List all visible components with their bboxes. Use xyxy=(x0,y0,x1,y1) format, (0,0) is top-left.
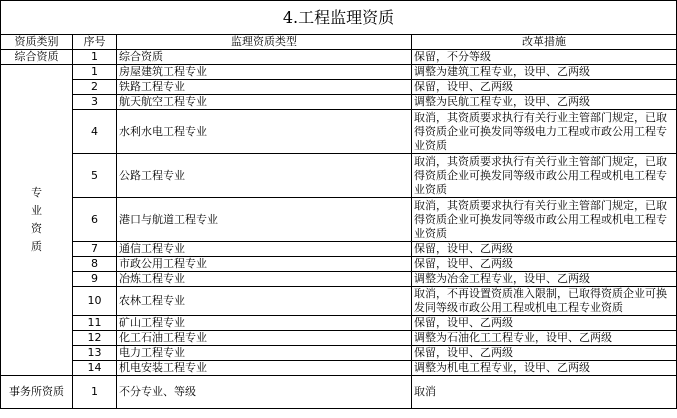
number-cell: 1 xyxy=(73,65,117,80)
number-cell: 14 xyxy=(73,361,117,376)
category-cell-special xyxy=(1,65,73,376)
number-cell: 8 xyxy=(73,257,117,272)
measure-cell: 保留，设甲、乙两级 xyxy=(412,80,677,95)
measure-cell: 调整为建筑工程专业，设甲、乙两级 xyxy=(412,65,677,80)
type-cell: 港口与航道工程专业 xyxy=(117,198,412,242)
measure-cell: 保留，设甲、乙两级 xyxy=(412,316,677,331)
table-row xyxy=(1,95,677,110)
number-cell: 7 xyxy=(73,242,117,257)
table-row xyxy=(1,361,677,376)
number-cell: 6 xyxy=(73,198,117,242)
number-cell: 9 xyxy=(73,272,117,287)
type-cell: 航天航空工程专业 xyxy=(117,95,412,110)
type-cell: 矿山工程专业 xyxy=(117,316,412,331)
table-row xyxy=(1,198,677,242)
measure-cell: 取消，其资质要求执行有关行业主管部门规定，已取得资质企业可换发同等级电力工程或市政公用工程专业资质 xyxy=(412,110,677,154)
table-row xyxy=(1,346,677,361)
type-cell: 水利水电工程专业 xyxy=(117,110,412,154)
category-char: 业 xyxy=(31,204,42,217)
number-cell: 13 xyxy=(73,346,117,361)
number-cell: 11 xyxy=(73,316,117,331)
number-cell: 12 xyxy=(73,331,117,346)
category-char: 专 xyxy=(31,186,42,199)
table-row xyxy=(1,376,677,409)
number-cell: 1 xyxy=(73,50,117,65)
type-cell: 通信工程专业 xyxy=(117,242,412,257)
measure-cell: 取消，不再设置资质准入限制，已取得资质企业可换发同等级市政公用工程或机电工程专业资质 xyxy=(412,287,677,316)
type-cell: 冶炼工程专业 xyxy=(117,272,412,287)
table-row xyxy=(1,65,677,80)
number-cell: 10 xyxy=(73,287,117,316)
number-cell: 4 xyxy=(73,110,117,154)
type-cell: 不分专业、等级 xyxy=(117,376,412,409)
header-type: 监理资质类型 xyxy=(117,35,412,50)
type-cell: 电力工程专业 xyxy=(117,346,412,361)
measure-cell: 调整为冶金工程专业，设甲、乙两级 xyxy=(412,272,677,287)
table-row xyxy=(1,272,677,287)
type-cell: 化工石油工程专业 xyxy=(117,331,412,346)
table-row xyxy=(1,110,677,154)
table-row xyxy=(1,154,677,198)
table-title: 4.工程监理资质 xyxy=(1,1,677,35)
category-cell: 事务所资质 xyxy=(1,376,73,409)
number-cell: 2 xyxy=(73,80,117,95)
type-cell: 铁路工程专业 xyxy=(117,80,412,95)
header-measure: 改革措施 xyxy=(412,35,677,50)
table-row xyxy=(1,242,677,257)
measure-cell: 取消 xyxy=(412,376,677,409)
number-cell: 3 xyxy=(73,95,117,110)
number-cell: 1 xyxy=(73,376,117,409)
measure-cell: 取消，其资质要求执行有关行业主管部门规定，已取得资质企业可换发同等级市政公用工程或机电工程专业资质 xyxy=(412,198,677,242)
measure-cell: 取消，其资质要求执行有关行业主管部门规定，已取得资质企业可换发同等级市政公用工程或机电工程专业资质 xyxy=(412,154,677,198)
table-row xyxy=(1,50,677,65)
measure-cell: 调整为石油化工工程专业，设甲、乙两级 xyxy=(412,331,677,346)
measure-cell: 调整为机电工程专业，设甲、乙两级 xyxy=(412,361,677,376)
category-cell: 综合资质 xyxy=(1,50,73,65)
table-row xyxy=(1,287,677,316)
measure-cell: 保留，设甲、乙两级 xyxy=(412,242,677,257)
table-row xyxy=(1,257,677,272)
type-cell: 房屋建筑工程专业 xyxy=(117,65,412,80)
measure-cell: 保留，设甲、乙两级 xyxy=(412,346,677,361)
header-category: 资质类别 xyxy=(1,35,73,50)
type-cell: 综合资质 xyxy=(117,50,412,65)
header-row xyxy=(1,35,677,50)
type-cell: 市政公用工程专业 xyxy=(117,257,412,272)
measure-cell: 保留，不分等级 xyxy=(412,50,677,65)
table-row xyxy=(1,316,677,331)
type-cell: 公路工程专业 xyxy=(117,154,412,198)
table-row xyxy=(1,80,677,95)
header-number: 序号 xyxy=(73,35,117,50)
category-char: 质 xyxy=(31,240,42,253)
type-cell: 机电安装工程专业 xyxy=(117,361,412,376)
measure-cell: 保留，设甲、乙两级 xyxy=(412,257,677,272)
type-cell: 农林工程专业 xyxy=(117,287,412,316)
category-char: 资 xyxy=(31,222,42,235)
table-row xyxy=(1,331,677,346)
measure-cell: 调整为民航工程专业，设甲、乙两级 xyxy=(412,95,677,110)
number-cell: 5 xyxy=(73,154,117,198)
